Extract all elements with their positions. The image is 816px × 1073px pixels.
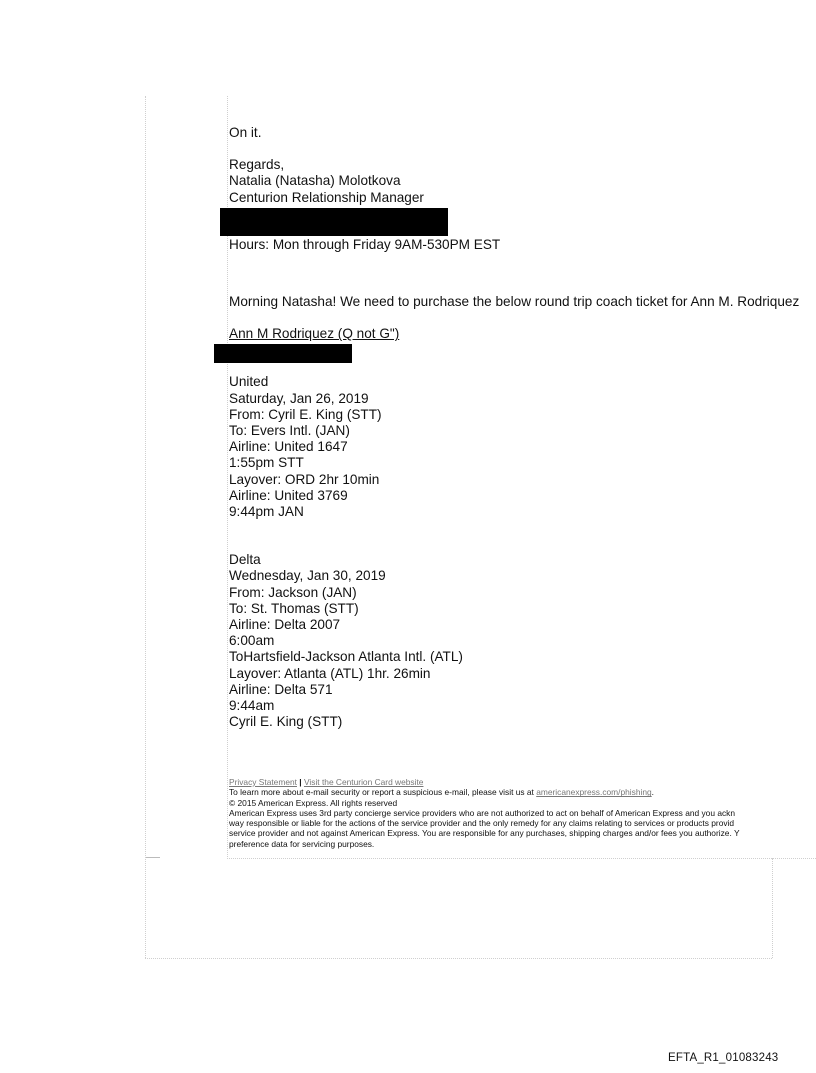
disclaimer-line: way responsible or liable for the actions of the service provider and the only remedy for any claims relating to services or products provid <box>229 818 735 829</box>
outbound-line: To: Evers Intl. (JAN) <box>229 423 350 439</box>
disclaimer-line: service provider and not against American Express. You are responsible for any purchases, shipping charges and/or fees you authorize. Y <box>229 828 740 839</box>
outbound-line: Airline: United 1647 <box>229 439 348 455</box>
outbound-line: Airline: United 3769 <box>229 487 348 503</box>
outbound-line: Layover: ORD 2hr 10min <box>229 471 380 487</box>
passenger-name: Ann M Rodriquez (Q not G") <box>229 326 400 342</box>
frame-right-border <box>772 858 773 958</box>
outbound-line: Saturday, Jan 26, 2019 <box>229 390 369 406</box>
return-line: Delta <box>229 552 261 568</box>
frame-left-border <box>145 96 146 958</box>
return-line: ToHartsfield-Jackson Atlanta Intl. (ATL) <box>229 649 463 665</box>
phishing-link[interactable]: americanexpress.com/phishing <box>536 787 652 798</box>
outbound-line: United <box>229 374 269 390</box>
reply-line: On it. <box>229 125 262 140</box>
redaction-block-2 <box>214 344 352 363</box>
redaction-block <box>220 208 448 236</box>
return-line: 6:00am <box>229 633 275 649</box>
regards: Regards, <box>229 157 285 173</box>
return-line: Airline: Delta 571 <box>229 681 333 697</box>
return-line: From: Jackson (JAN) <box>229 584 357 600</box>
frame-mid-border <box>227 858 816 859</box>
margin-mark <box>146 857 160 858</box>
disclaimer-line: American Express uses 3rd party concierge service providers who are not authorized to act on behalf of American Express and you ackn <box>229 807 736 818</box>
privacy-statement-link[interactable]: Privacy Statement <box>229 777 297 787</box>
outbound-line: 1:55pm STT <box>229 455 304 471</box>
request-greeting: Morning Natasha! We need to purchase the below round trip coach ticket for Ann M. Rodriquez <box>229 294 800 310</box>
return-line: Cyril E. King (STT) <box>229 714 343 730</box>
return-line: 9:44am <box>229 698 275 714</box>
return-line: Layover: Atlanta (ATL) 1hr. 26min <box>229 665 431 681</box>
disclaimer-line: preference data for servicing purposes. <box>229 838 375 849</box>
outbound-line: From: Cyril E. King (STT) <box>229 406 382 422</box>
copyright: © 2015 American Express. All rights reserved <box>229 797 398 808</box>
centurion-website-link[interactable]: Visit the Centurion Card website <box>303 777 424 787</box>
return-line: Airline: Delta 2007 <box>229 617 341 633</box>
outbound-itinerary <box>229 374 816 520</box>
footer-separator: | <box>299 777 302 787</box>
return-itinerary <box>229 552 816 730</box>
sender-title: Centurion Relationship Manager <box>229 189 424 205</box>
email-footer <box>229 777 816 849</box>
return-line: Wednesday, Jan 30, 2019 <box>229 568 386 584</box>
document-id-stamp: EFTA_R1_01083243 <box>668 1052 779 1064</box>
office-hours: Hours: Mon through Friday 9AM-530PM EST <box>229 236 501 252</box>
return-line: To: St. Thomas (STT) <box>229 600 359 616</box>
sender-name: Natalia (Natasha) Molotkova <box>229 173 401 189</box>
learn-more-suffix: . <box>651 787 654 798</box>
email-body <box>229 125 816 730</box>
outbound-line: 9:44pm JAN <box>229 504 304 520</box>
learn-more-text: To learn more about e-mail security or report a suspicious e-mail, please visit us at <box>229 787 537 798</box>
frame-bottom-border <box>145 958 772 959</box>
